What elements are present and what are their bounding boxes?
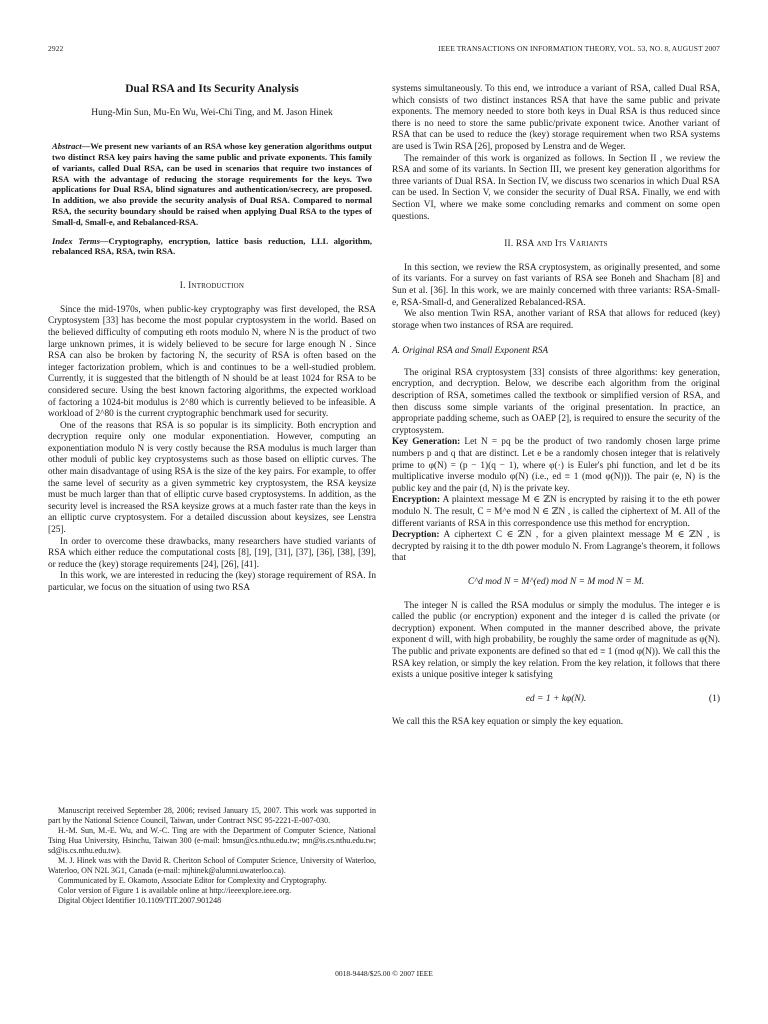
right-paragraph-2: The remainder of this work is organized as follows. In Section II , we review the RSA and some of its variants. In Section III, we present key generation algorithms for three variants of Dual RSA. In Section IV, we discuss two scenarios in which Dual RSA can be used. In Section V, we consider the security of Dual RSA. Finally, we end with Section VI, where we make some concluding remarks and comment on some open questions. xyxy=(392,153,721,222)
key-generation-text: Let N = pq be the product of two randomly chosen large prime numbers p and q that are distinct. Let e be a randomly chosen integer that is relatively prime to φ(N) = (p − 1)(q − 1), where φ(·) is Euler's phi function, and let d be its multiplicative inverse modulo φ(N) (i.e., ed ≡ 1 (mod φ(N))). The pair (e, N) is the public key and the pair (d, N) is the private key. xyxy=(392,437,720,494)
footnote-affiliation-waterloo: M. J. Hinek was with the David R. Cheriton School of Computer Science, University of Waterloo, Waterloo, ON N2L 3G1, Canada (e-mail: mjhinek@alumni.uwaterloo.ca). xyxy=(48,856,376,875)
footnote-color-version: Color version of Figure 1 is available online at http://ieeexplore.ieee.org. xyxy=(58,886,292,895)
intro-paragraph-4: In this work, we are interested in reducing the (key) storage requirement of RSA. In particular, we focus on the situation of using two RSA xyxy=(48,571,376,593)
footnote-doi: Digital Object Identifier 10.1109/TIT.2007.901248 xyxy=(58,896,222,905)
abstract xyxy=(48,141,376,227)
key-generation-paragraph xyxy=(392,437,720,495)
equation-1-number: (1) xyxy=(708,693,720,704)
footnote-affiliation-nthu: H.-M. Sun, M.-E. Wu, and W.-C. Ting are with the Department of Computer Science, National Tsing Hua University, Hsinchu, Taiwan 300 (e-mail: hmsun@cs.nthu.edu.tw; mn@is.cs.nthu.edu.tw; sd@is.cs.nthu.edu.tw). xyxy=(48,826,376,855)
right-paragraph-3: In this section, we review the RSA cryptosystem, as originally presented, and some of its variants. For a survey on fast variants of RSA see Boneh and Shacham [8] and Sun et al. [36]. In this work, we are mainly concerned with three variants: RSA-Small-e, RSA-Small-d, and Generalized Rebalanced-RSA. xyxy=(392,262,720,308)
index-terms-lead: Index Terms— xyxy=(52,235,109,246)
subsection-heading-original-rsa: A. Original RSA and Small Exponent RSA xyxy=(392,346,549,357)
abstract-lead: Abstract— xyxy=(52,141,91,152)
section-heading-introduction: I. Introduction xyxy=(179,281,245,292)
right-paragraph-4: We also mention Twin RSA, another variant of RSA that allows for reduced (key) storage when two instances of RSA are required. xyxy=(392,309,720,331)
footnotes xyxy=(48,806,376,906)
encryption-text: A plaintext message M ∈ ℤN is encrypted by raising it to the eth power modulo N. The result, C = M^e mod N ∈ ℤN , is called the ciphertext of M. All of the different variants of RSA in this correspondence use this method for encryption. xyxy=(392,495,721,529)
journal-header: IEEE TRANSACTIONS ON INFORMATION THEORY, VOL. 53, NO. 8, AUGUST 2007 xyxy=(438,44,720,53)
right-paragraph-1: systems simultaneously. To this end, we introduce a variant of RSA, called Dual RSA, which consists of two distinct instances RSA that have the same public and private exponents. The memory needed to store both keys in Dual RSA is thus reduced since there is no need to store the same public/private exponent twice. Another variant of RSA that can be used to reduce the (key) storage requirement when two RSA systems are used is Twin RSA [26], proposed by Lenstra and de Weger. xyxy=(392,84,720,152)
intro-paragraph-3: In order to overcome these drawbacks, many researchers have studied variants of RSA which either reduce the computational costs [8], [19], [31], [37], [36], [38], [39], or reduce the (key) storage requirements [24], [26], [41]. xyxy=(48,536,376,570)
page-number: 2922 xyxy=(48,44,64,53)
encryption-label: Encryption: xyxy=(392,495,441,506)
footnote-communicated: Communicated by E. Okamoto, Associate Editor for Complexity and Cryptography. xyxy=(58,876,327,885)
left-column xyxy=(48,84,376,595)
paper-authors: Hung-Min Sun, Mu-En Wu, Wei-Chi Ting, and M. Jason Hinek xyxy=(91,107,333,118)
key-generation-label: Key Generation: xyxy=(392,437,461,448)
section-heading-rsa-variants: II. RSA and Its Variants xyxy=(504,239,608,250)
intro-paragraph-1: Since the mid-1970s, when public-key cryptography was first developed, the RSA Cryptosystem [33] has become the most popular cryptosystem in the world. Based on the believed difficulty of computing eth roots modulo N, where N is the product of two large unknown primes, it is widely believed to be secure for large enough N . Since RSA can also be broken by factoring N, the security of RSA is often based on the integer factorization problem, which is and continues to be a well-studied problem. Currently, it is suggested that the bitlength of N should be at least 1024 for RSA to be considered secure. Using the best known factoring algorithms, the expected workload of factoring a 1024-bit modulus is 2^80 which is currently believed to be infeasible. A workload of 2^80 is the current cryptographic benchmark used for security. xyxy=(48,304,376,420)
equation-1-text: ed = 1 + kφ(N). xyxy=(525,693,587,704)
footnote-manuscript: Manuscript received September 28, 2006; revised January 15, 2007. This work was supported in part by the National Science Council, Taiwan, under Contract NSC 95-2221-E-007-030. xyxy=(48,806,376,825)
right-paragraph-5: The original RSA cryptosystem [33] consists of three algorithms: key generation, encryption, and decryption. Below, we describe each algorithm from the original description of RSA, sometimes called the textbook or simplified version of RSA, and then discuss some simple variants of the original presentation. In practice, an appropriate padding scheme, such as OAEP [2], is required to ensure the security of the cryptosystem. xyxy=(392,367,720,436)
right-paragraph-7: We call this the RSA key equation or simply the key equation. xyxy=(392,717,624,728)
right-column xyxy=(392,84,720,729)
index-terms xyxy=(48,236,376,258)
encryption-paragraph xyxy=(392,495,720,530)
copyright-footer: 0018-9448/$25.00 © 2007 IEEE xyxy=(335,969,433,978)
equation-1 xyxy=(392,694,720,706)
decryption-label: Decryption: xyxy=(392,530,440,541)
equation-decryption: C^d mod N = M^(ed) mod N = M mod N = M. xyxy=(467,576,645,587)
right-paragraph-6: The integer N is called the RSA modulus or simply the modulus. The integer e is called the public (or encryption) exponent and the integer d is called the private (or decryption) exponent. When computed in the manner described above, the private exponent d will, with high probability, be roughly the same order of magnitude as φ(N). The public and private exponents are defined so that ed ≡ 1 (mod φ(N)). We call this the RSA key relation, or simply the key relation. From the key relation, it follows that there exists a unique positive integer k satisfying xyxy=(392,600,720,681)
paper-title: Dual RSA and Its Security Analysis xyxy=(125,83,299,95)
index-terms-text: Cryptography, encryption, lattice basis reduction, LLL algorithm, rebalanced RSA, RSA, twin RSA. xyxy=(52,235,373,257)
intro-paragraph-2: One of the reasons that RSA is so popular is its simplicity. Both encryption and decryption require only one modular exponentiation. However, computing an exponentiation modulo N is very costly because the RSA modulus is much larger than other moduli of public key cryptosystems such as those based on elliptic curves. The other main disadvantage of using RSA is the size of the key pairs. For example, to offer the same level of security as a given symmetric key cryptosystem, the RSA keysize must be much larger than that of elliptic curve based cryptosystems. In addition, as the security level is increased the RSA keysize grows at a much faster rate than the keys in an elliptic curve cryptosystem. For a detailed discussion about keysizes, see Lenstra [25]. xyxy=(48,420,376,536)
decryption-text: A ciphertext C ∈ ℤN , for a given plaintext message M ∈ ℤN , is decrypted by raising it to the dth power modulo N. From Lagrange's theorem, it follows that xyxy=(392,530,720,564)
abstract-text: We present new variants of an RSA whose key generation algorithms output two distinct RSA key pairs having the same public and private exponents. This family of variants, called Dual RSA, can be used in scenarios that require two instances of RSA with the advantage of reducing the storage requirements for the keys. Two applications for Dual RSA, blind signatures and authentication/secrecy, are proposed. In addition, we also provide the security analysis of Dual RSA. Compared to normal RSA, the security boundary should be raised when applying Dual RSA to the types of Small-d, Small-e, and Rebalanced-RSA. xyxy=(52,141,372,227)
decryption-paragraph xyxy=(392,530,720,565)
